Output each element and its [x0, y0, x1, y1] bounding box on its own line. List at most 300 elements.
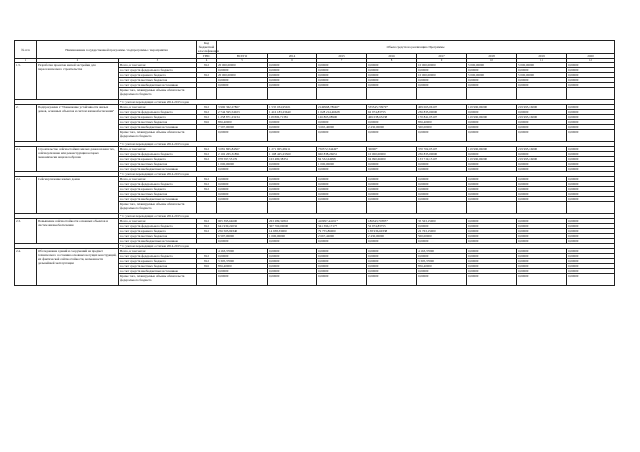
year-amount: 5 000,00000	[517, 73, 567, 78]
grbs-code: 812	[197, 187, 217, 192]
year-amount: 0,00000	[567, 68, 615, 73]
grbs-code: 812	[197, 152, 217, 157]
year-amount: 0,00000	[567, 259, 615, 264]
funding-source-label: Всего, в том числе:	[119, 249, 197, 254]
funding-source-label: за счет средств местных бюджетов	[119, 120, 197, 125]
year-amount: 219 995,16000	[517, 157, 567, 162]
total-amount: 0,00000	[217, 197, 268, 202]
column-number: 10	[467, 59, 517, 63]
funding-source-label: за счет средств внебюджетных источников	[119, 167, 197, 172]
funding-source-label: за счет средств местных бюджетов	[119, 192, 197, 197]
year-amount: 0,00000	[567, 78, 615, 83]
year-amount: 5 000,00000	[517, 63, 567, 68]
year-amount: 0,00000	[268, 162, 317, 167]
funding-source-label: за счет средств местных бюджетов	[119, 78, 197, 83]
funding-source-label: за счет средств краевого бюджета	[119, 157, 197, 162]
funding-source-label: за счет средств внебюджетных источников	[119, 83, 197, 88]
grbs-code: 812	[197, 105, 217, 110]
year-amount: 0,00000	[467, 197, 517, 202]
year-amount	[317, 202, 367, 214]
year-amount: 0,00000	[567, 249, 615, 254]
year-amount: 0,00000	[567, 152, 615, 157]
year-amount: 0,00000	[317, 73, 367, 78]
year-amount: 0,00000	[367, 73, 417, 78]
total-amount: 3 305,37000	[217, 259, 268, 264]
grbs-code	[197, 202, 217, 214]
year-amount: 30000*	[367, 147, 417, 152]
year-amount: 119 990,06000	[467, 157, 517, 162]
header-funding-volume: Объем средств на реализацию Программы	[217, 41, 615, 54]
year-amount: 0,00000	[517, 187, 567, 192]
year-amount: 0,00000	[268, 83, 317, 88]
year-amount: 2149968,78640*	[317, 105, 367, 110]
year-amount: 0,00000	[567, 192, 615, 197]
total-amount: 0,00000	[217, 83, 268, 88]
year-amount: 0,00000	[317, 259, 367, 264]
year-amount: 0,00000	[517, 167, 567, 172]
year-amount: 126 865,08900	[317, 115, 367, 120]
year-amount: 0,00000	[417, 254, 467, 259]
column-number: 11	[517, 59, 567, 63]
funding-source-label: за счет средств краевого бюджета	[119, 73, 197, 78]
total-amount: 641 930,22032	[217, 224, 268, 229]
total-amount: 6 597,00000	[217, 234, 268, 239]
total-amount: 0,00000	[217, 239, 268, 244]
year-amount: 0,00000	[417, 197, 467, 202]
year-amount: 219 995,16000	[517, 147, 567, 152]
year-amount: 0,00000	[317, 239, 367, 244]
year-amount: 22 763,15000	[417, 229, 467, 234]
funding-source-label: Всего, в том числе:	[119, 177, 197, 182]
grbs-code: 812	[197, 110, 217, 115]
year-amount: 0,00000	[467, 83, 517, 88]
year-amount: 0,00000	[417, 167, 467, 172]
program-name: Обследование зданий и сооружений на предмет технического состояния основных несущих конструкций, их фактической сейсмостойкости, возможности дальнейшей эксплуатации	[37, 249, 119, 286]
year-amount: 469 038,63238	[367, 115, 417, 120]
year-amount: 0,00000	[567, 147, 615, 152]
funding-table	[14, 40, 615, 286]
year-amount: 307 760,00000	[268, 224, 317, 229]
footnote-text: * С учетом переходящих остатков 2014-2015 годов	[119, 214, 615, 219]
year-amount: 94 990,66000	[367, 157, 417, 162]
funding-source-label: за счет средств федерального бюджета	[119, 224, 197, 229]
year-amount: 0,00000	[417, 192, 467, 197]
header-year: 2016	[367, 54, 417, 59]
total-amount: 7 597,00000	[217, 125, 268, 130]
year-amount: 0,00000	[567, 224, 615, 229]
table-header	[15, 41, 615, 63]
year-amount: 0,00000	[317, 269, 367, 274]
year-amount: 0,00000	[367, 192, 417, 197]
total-amount: 0,00000	[217, 177, 268, 182]
grbs-code: 812	[197, 254, 217, 259]
year-amount: 0,00000	[467, 259, 517, 264]
year-amount: 0,00000	[268, 259, 317, 264]
year-amount	[417, 202, 467, 214]
year-amount: 0,00000	[317, 197, 367, 202]
year-amount: 3 665,40000	[317, 125, 367, 130]
year-amount: 0,00000	[417, 162, 467, 167]
year-amount: 0,00000	[367, 264, 417, 269]
year-amount: 0,00000	[517, 78, 567, 83]
year-amount: 0,00000	[417, 78, 467, 83]
year-amount: 410997,44191*	[317, 219, 367, 224]
year-amount: 1 535 034,95021	[268, 105, 317, 110]
year-amount: 0,00000	[317, 187, 367, 192]
year-amount: 0,00000	[268, 167, 317, 172]
grbs-code: 812	[197, 224, 217, 229]
year-amount: 0,00000	[567, 83, 615, 88]
year-amount: 0,00000	[268, 264, 317, 269]
year-amount: 0,00000	[268, 239, 317, 244]
column-number: 7	[317, 59, 367, 63]
funding-source-label: за счет средств краевого бюджета	[119, 259, 197, 264]
year-amount: 236 835,00000	[417, 110, 467, 115]
header-year: 2014	[268, 54, 317, 59]
year-amount: 0,00000	[567, 130, 615, 142]
year-amount: 0,00000	[567, 105, 615, 110]
program-name: Подпрограмма 2 "Повышение устойчивости жилых домов, основных объектов и систем жизнеобеспечения"	[37, 105, 119, 142]
year-amount: 500,00000	[417, 234, 467, 239]
year-amount: 0,00000	[417, 274, 467, 286]
year-amount	[417, 88, 467, 100]
year-amount: 0,00000	[317, 83, 367, 88]
funding-source-label: за счет средств федерального бюджета	[119, 68, 197, 73]
funding-source-label: Всего, в том числе:	[119, 219, 197, 224]
year-amount: 0,00000	[517, 177, 567, 182]
table-body	[15, 63, 615, 286]
year-amount: 750372,34449*	[317, 147, 367, 152]
total-amount: 905 395,64600	[217, 219, 268, 224]
year-amount: 14 938,33000	[268, 229, 317, 234]
year-amount: 0,00000	[567, 167, 615, 172]
year-amount: 0,00000	[417, 177, 467, 182]
year-amount: 0,00000	[467, 234, 517, 239]
total-amount: 3 990 362,27867	[217, 105, 268, 110]
year-amount: 2 667,42000	[317, 234, 367, 239]
grbs-code: 812	[197, 115, 217, 120]
funding-source-label: за счет средств местных бюджетов	[119, 234, 197, 239]
year-amount: 133 719,15107	[417, 157, 467, 162]
funding-source-label: Всего, в том числе:	[119, 105, 197, 110]
year-amount: 0,00000	[317, 68, 367, 73]
year-amount: 0,00000	[367, 259, 417, 264]
year-amount: 0,00000	[567, 234, 615, 239]
program-name: Сейсмоусиление жилых домов	[37, 177, 119, 214]
column-number: 1	[15, 59, 37, 63]
year-amount: 370 702,05107	[417, 147, 467, 152]
year-amount: 0,00000	[268, 177, 317, 182]
funding-source-label: Кроме того, планируемые объемы обязательств федерального бюджета	[119, 130, 197, 142]
year-amount: 62 974,83755	[367, 110, 417, 115]
total-amount: 3 081 865,84367	[217, 147, 268, 152]
year-amount: 0,00000	[517, 192, 567, 197]
year-amount: 79 755,86000	[317, 229, 367, 234]
year-amount: 0,00000	[417, 182, 467, 187]
year-amount: 0,00000	[268, 249, 317, 254]
funding-source-label: за счет средств внебюджетных источников	[119, 269, 197, 274]
year-amount: 0,00000	[567, 239, 615, 244]
year-amount: 0,00000	[367, 63, 417, 68]
grbs-code: 816	[197, 264, 217, 269]
total-amount: 978 597,55176	[217, 157, 268, 162]
year-amount: 263 289,32810	[268, 219, 317, 224]
year-amount: 0,00000	[567, 269, 615, 274]
year-amount: 0,00000	[467, 192, 517, 197]
row-number: 2.1.	[15, 147, 37, 172]
year-amount: 10 000,00000	[417, 73, 467, 78]
column-number: 4	[197, 59, 217, 63]
program-name: Строительство сейсмостойких жилых домов взамен тех, сейсмоусиление или реконструкция которых экономически нецелесообразна	[37, 147, 119, 172]
total-amount: 0,00000	[217, 130, 268, 142]
year-amount: 0,00000	[268, 130, 317, 142]
year-amount	[567, 202, 615, 214]
year-amount: 0,00000	[517, 259, 567, 264]
header-year: 2020	[567, 54, 615, 59]
year-amount: 0,00000	[268, 192, 317, 197]
total-amount: 1 258 871,23234	[217, 115, 268, 120]
year-amount: 186343,70385*	[367, 219, 417, 224]
column-number: 12	[567, 59, 615, 63]
year-amount: 0,00000	[517, 274, 567, 286]
total-amount: 856,40000	[217, 120, 268, 125]
funding-source-label: за счет средств краевого бюджета	[119, 229, 197, 234]
year-amount: 0,00000	[467, 219, 517, 224]
year-amount: 0,00000	[417, 239, 467, 244]
year-amount: 0,00000	[268, 182, 317, 187]
year-amount: 0,00000	[517, 130, 567, 142]
year-amount: 119 990,06000	[467, 147, 517, 152]
year-amount: 10 000,00000	[417, 63, 467, 68]
year-amount: 0,00000	[317, 167, 367, 172]
year-amount: 0,00000	[367, 162, 417, 167]
year-amount: 0,00000	[517, 68, 567, 73]
year-amount: 0,00000	[467, 68, 517, 73]
year-amount: 0,00000	[417, 130, 467, 142]
grbs-code: 812	[197, 63, 217, 68]
year-amount: 2 430,00000	[367, 234, 417, 239]
header-row-number: № п/п	[15, 41, 37, 59]
year-amount: 0,00000	[467, 182, 517, 187]
year-amount: 0,00000	[517, 83, 567, 88]
total-amount: 2 744 595,54023	[217, 110, 268, 115]
year-amount: 0,00000	[517, 269, 567, 274]
funding-source-label: Всего, в том числе:	[119, 147, 197, 152]
year-amount: 0,00000	[367, 249, 417, 254]
column-number: 8	[367, 59, 417, 63]
header-year: 2017	[417, 54, 467, 59]
program-name: Повышение сейсмостойкости основных объектов и систем жизнеобеспечения	[37, 219, 119, 244]
row-number: 2.2.	[15, 177, 37, 214]
grbs-code: 812	[197, 259, 217, 264]
year-amount: 84 532,64998	[317, 157, 367, 162]
total-amount	[217, 88, 268, 100]
year-amount	[467, 202, 517, 214]
year-amount: 0,00000	[467, 130, 517, 142]
year-amount: 0,00000	[567, 274, 615, 286]
total-amount: 0,00000	[217, 167, 268, 172]
year-amount: 0,00000	[367, 254, 417, 259]
year-amount: 5 000,00000	[467, 73, 517, 78]
year-amount: 4 163,37000	[417, 249, 467, 254]
funding-source-label: за счет средств федерального бюджета	[119, 110, 197, 115]
year-amount	[567, 88, 615, 100]
year-amount: 0,00000	[567, 219, 615, 224]
year-amount: 0,00000	[517, 254, 567, 259]
total-amount: 856,40000	[217, 264, 268, 269]
total-amount: 0,00000	[217, 187, 268, 192]
header-program-name: Наименование государственной программы / подпрограммы / мероприятия	[37, 41, 197, 59]
year-amount: 0,00000	[467, 269, 517, 274]
year-amount: 0,00000	[268, 120, 317, 125]
year-amount: 0,00000	[367, 120, 417, 125]
total-amount: 4 163,37000	[217, 249, 268, 254]
year-amount: 0,00000	[517, 152, 567, 157]
funding-source-label: за счет средств федерального бюджета	[119, 182, 197, 187]
column-number: 5	[217, 59, 268, 63]
year-amount: 0,00000	[317, 78, 367, 83]
footnote-text: * С учетом переходящих остатков 2014-2015 годов	[119, 172, 615, 177]
year-amount: 341 396,17177	[317, 224, 367, 229]
total-amount: 0,00000	[217, 192, 268, 197]
year-amount: 0,00000	[467, 162, 517, 167]
funding-source-label: за счет средств местных бюджетов	[119, 162, 197, 167]
year-amount: 0,00000	[317, 274, 367, 286]
year-amount: 660 838,26651	[317, 152, 367, 157]
year-amount: 0,00000	[268, 125, 317, 130]
grbs-code: 816	[197, 120, 217, 125]
year-amount: 0,00000	[567, 229, 615, 234]
year-amount: 52 974,83755	[367, 224, 417, 229]
year-amount: 0,00000	[467, 254, 517, 259]
total-amount: 256 503,99340	[217, 229, 268, 234]
grbs-code: 812	[197, 157, 217, 162]
year-amount: 0,00000	[317, 182, 367, 187]
year-amount: 0,00000	[268, 274, 317, 286]
year-amount: 10 000,00000	[367, 152, 417, 157]
year-amount: 0,00000	[567, 63, 615, 68]
funding-source-label: за счет средств федерального бюджета	[119, 152, 197, 157]
year-amount: 856,40000	[417, 120, 467, 125]
year-amount: 0,00000	[367, 68, 417, 73]
footnote-text: * С учетом переходящих остатков 2014-2015 годов	[119, 100, 615, 105]
year-amount: 0,00000	[567, 182, 615, 187]
funding-source-label: за счет средств краевого бюджета	[119, 115, 197, 120]
total-amount	[217, 202, 268, 214]
row-number: 2.3.	[15, 219, 37, 244]
year-amount: 0,00000	[517, 249, 567, 254]
funding-source-label: Кроме того, планируемые объемы обязательств федерального бюджета	[119, 202, 197, 214]
year-amount: 1 271 905,68211	[268, 147, 317, 152]
year-amount: 0,00000	[467, 152, 517, 157]
year-amount: 0,00000	[367, 182, 417, 187]
header-total: ВСЕГО	[217, 54, 268, 59]
year-amount: 0,00000	[268, 269, 317, 274]
total-amount: 20 000,00000	[217, 63, 268, 68]
year-amount: 0,00000	[268, 197, 317, 202]
year-amount: 0,00000	[567, 115, 615, 120]
year-amount: 3 305,37000	[417, 259, 467, 264]
year-amount: 0,00000	[367, 274, 417, 286]
year-amount	[268, 88, 317, 100]
total-amount: 0,00000	[217, 78, 268, 83]
year-amount: 0,00000	[567, 120, 615, 125]
year-amount: 2 430,00000	[367, 125, 417, 130]
funding-source-label: Всего, в том числе:	[119, 63, 197, 68]
year-amount: 0,00000	[417, 83, 467, 88]
year-amount: 0,00000	[467, 249, 517, 254]
header-year: 2019	[517, 54, 567, 59]
year-amount: 0,00000	[517, 125, 567, 130]
year-amount: 219 995,16000	[517, 115, 567, 120]
year-amount: 0,00000	[367, 83, 417, 88]
total-amount: 0,00000	[217, 182, 268, 187]
year-amount: 0,00000	[517, 120, 567, 125]
total-amount: 0,00000	[217, 269, 268, 274]
year-amount: 0,00000	[467, 125, 517, 130]
funding-table-page	[14, 40, 614, 286]
year-amount: 0,00000	[517, 264, 567, 269]
year-amount: 5 000,00000	[467, 63, 517, 68]
year-amount: 0,00000	[517, 229, 567, 234]
header-year: 2018	[467, 54, 517, 59]
year-amount: 0,00000	[567, 264, 615, 269]
year-amount: 0,00000	[467, 229, 517, 234]
footnote-text: * С учетом переходящих остатков 2014-2015 годов	[119, 142, 615, 147]
year-amount: 0,00000	[317, 254, 367, 259]
year-amount: 236 835,00000	[417, 152, 467, 157]
year-amount: 0,00000	[317, 249, 367, 254]
year-amount: 0,00000	[517, 182, 567, 187]
year-amount: 119 990,06000	[467, 115, 517, 120]
program-name: Разработка проектов жилой застройки для переселенческого строительства	[37, 63, 119, 100]
total-amount: 0,00000	[217, 254, 268, 259]
year-amount: 856,40000	[417, 264, 467, 269]
year-amount	[517, 202, 567, 214]
year-amount: 0,00000	[467, 239, 517, 244]
grbs-code: 812	[197, 177, 217, 182]
year-amount	[268, 202, 317, 214]
row-number: 1.5.	[15, 63, 37, 100]
year-amount: 0,00000	[567, 125, 615, 130]
grbs-code: 812	[197, 147, 217, 152]
total-amount: 0,00000	[217, 274, 268, 286]
year-amount: 535545,70979*	[367, 105, 417, 110]
year-amount: 0,00000	[268, 63, 317, 68]
year-amount: 0,00000	[517, 197, 567, 202]
year-amount: 0,00000	[268, 187, 317, 192]
funding-source-label: за счет средств краевого бюджета	[119, 187, 197, 192]
funding-source-label: за счет средств внебюджетных источников	[119, 239, 197, 244]
year-amount: 1 028 214,46628	[317, 110, 367, 115]
year-amount: 0,00000	[417, 187, 467, 192]
year-amount: 0,00000	[567, 187, 615, 192]
year-amount: 0,00000	[517, 162, 567, 167]
total-amount: 20 000,00000	[217, 73, 268, 78]
year-amount: 0,00000	[268, 254, 317, 259]
year-amount: 0,00000	[467, 120, 517, 125]
year-amount: 409 063,06107	[417, 105, 467, 110]
year-amount: 0,00000	[367, 130, 417, 142]
year-amount: 163 480,38351	[268, 157, 317, 162]
year-amount: 1 000,00000	[317, 162, 367, 167]
year-amount: 0,00000	[268, 78, 317, 83]
year-amount	[467, 88, 517, 100]
grbs-code: 812	[197, 229, 217, 234]
year-amount: 0,00000	[517, 239, 567, 244]
grbs-code: 812	[197, 182, 217, 187]
year-amount: 0,00000	[417, 224, 467, 229]
